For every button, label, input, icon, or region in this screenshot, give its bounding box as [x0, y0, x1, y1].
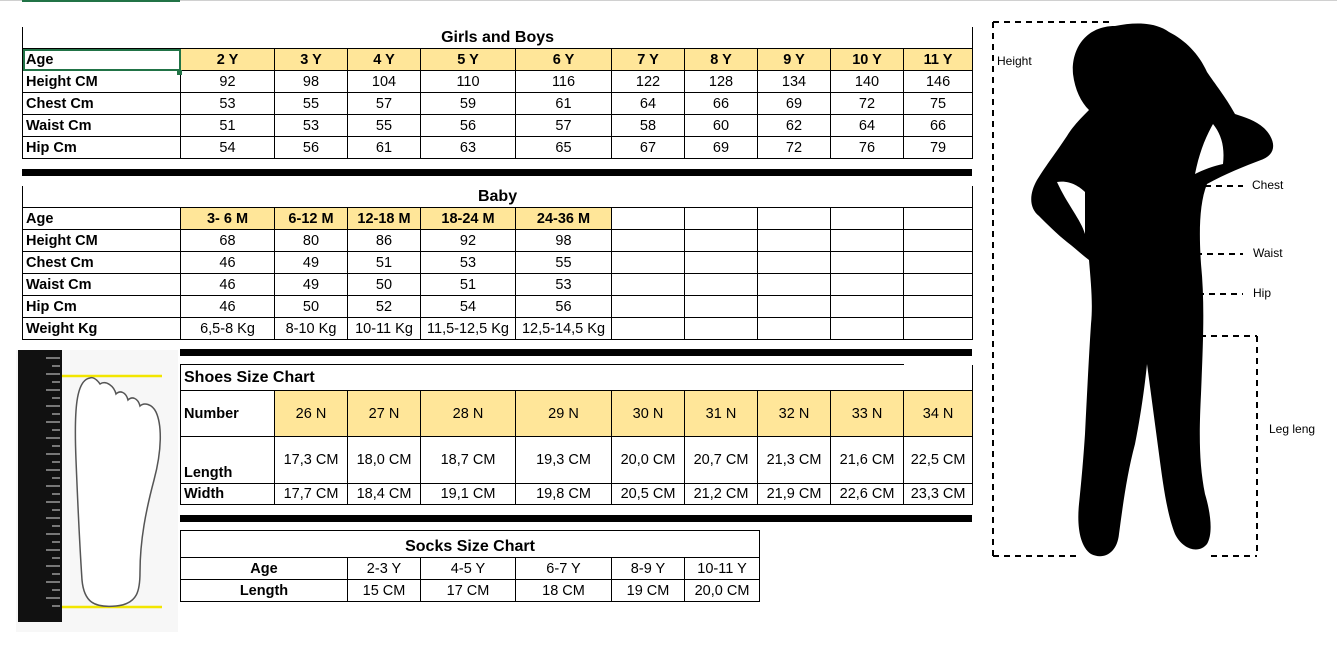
- kids-age-header-cell[interactable]: 6 Y: [516, 49, 612, 71]
- baby-value-cell[interactable]: 68: [181, 230, 275, 252]
- baby-value-cell[interactable]: 50: [348, 274, 421, 296]
- shoe-width-cell[interactable]: 19,1 CM: [421, 484, 516, 505]
- empty-cell[interactable]: [904, 208, 973, 230]
- shoe-width-cell[interactable]: 23,3 CM: [904, 484, 973, 505]
- baby-value-cell[interactable]: 50: [275, 296, 348, 318]
- kids-value-cell[interactable]: 66: [685, 93, 758, 115]
- kids-value-cell[interactable]: 65: [516, 137, 612, 159]
- sock-age-cell[interactable]: 8-9 Y: [612, 558, 685, 580]
- kids-value-cell[interactable]: 56: [275, 137, 348, 159]
- baby-age-header-cell[interactable]: 6-12 M: [275, 208, 348, 230]
- kids-age-header-cell[interactable]: 10 Y: [831, 49, 904, 71]
- shoe-width-cell[interactable]: 19,8 CM: [516, 484, 612, 505]
- baby-measurement-row: [23, 296, 973, 318]
- empty-cell[interactable]: [758, 252, 831, 274]
- sock-length-cell[interactable]: 15 CM: [348, 580, 421, 602]
- sock-length-cell[interactable]: 19 CM: [612, 580, 685, 602]
- baby-value-cell[interactable]: 51: [421, 274, 516, 296]
- empty-cell[interactable]: [758, 274, 831, 296]
- baby-value-cell[interactable]: 55: [516, 252, 612, 274]
- shoes-width-label[interactable]: Width: [181, 484, 275, 505]
- kids-value-cell[interactable]: 55: [348, 115, 421, 137]
- kids-value-cell[interactable]: 51: [181, 115, 275, 137]
- kids-value-cell[interactable]: 72: [758, 137, 831, 159]
- column-selection-indicator: [22, 0, 180, 2]
- child-silhouette: [1031, 24, 1273, 557]
- kids-value-cell[interactable]: 58: [612, 115, 685, 137]
- shoes-width-row: [181, 484, 973, 505]
- kids-value-cell[interactable]: 110: [421, 71, 516, 93]
- socks-table-title: Socks Size Chart: [181, 531, 760, 558]
- baby-value-cell[interactable]: 56: [516, 296, 612, 318]
- shoe-width-cell[interactable]: 21,2 CM: [685, 484, 758, 505]
- shoe-size-cell[interactable]: 33 N: [831, 391, 904, 437]
- empty-cell[interactable]: [612, 296, 685, 318]
- kids-measurement-row: [23, 71, 973, 93]
- empty-cell[interactable]: [612, 252, 685, 274]
- kids-value-cell[interactable]: 53: [275, 115, 348, 137]
- socks-size-table: [180, 530, 760, 602]
- sock-length-cell[interactable]: 18 CM: [516, 580, 612, 602]
- kids-age-header-cell[interactable]: 11 Y: [904, 49, 973, 71]
- baby-age-header-cell[interactable]: 18-24 M: [421, 208, 516, 230]
- baby-row-label[interactable]: Hip Cm: [23, 296, 181, 318]
- baby-value-cell[interactable]: 46: [181, 296, 275, 318]
- socks-age-label[interactable]: Age: [181, 558, 348, 580]
- kids-value-cell[interactable]: 128: [685, 71, 758, 93]
- kids-value-cell[interactable]: 76: [831, 137, 904, 159]
- baby-row-label[interactable]: Waist Cm: [23, 274, 181, 296]
- baby-value-cell[interactable]: 6,5-8 Kg: [181, 318, 275, 340]
- kids-age-label-cell[interactable]: Age: [23, 49, 181, 71]
- sock-length-cell[interactable]: 17 CM: [421, 580, 516, 602]
- empty-cell[interactable]: [904, 296, 973, 318]
- baby-value-cell[interactable]: 80: [275, 230, 348, 252]
- shoe-size-cell[interactable]: 29 N: [516, 391, 612, 437]
- baby-table-title: Baby: [23, 186, 973, 208]
- kids-value-cell[interactable]: 63: [421, 137, 516, 159]
- kids-value-cell[interactable]: 57: [348, 93, 421, 115]
- shoe-length-cell[interactable]: 18,7 CM: [421, 437, 516, 484]
- baby-age-label-cell[interactable]: Age: [23, 208, 181, 230]
- baby-value-cell[interactable]: 86: [348, 230, 421, 252]
- socks-length-row: [181, 580, 760, 602]
- empty-cell[interactable]: [612, 274, 685, 296]
- kids-value-cell[interactable]: 146: [904, 71, 973, 93]
- empty-cell[interactable]: [831, 274, 904, 296]
- kids-measurement-rows: [23, 71, 973, 159]
- kids-value-cell[interactable]: 67: [612, 137, 685, 159]
- baby-value-cell[interactable]: 46: [181, 274, 275, 296]
- kids-value-cell[interactable]: 54: [181, 137, 275, 159]
- shoe-size-cell[interactable]: 31 N: [685, 391, 758, 437]
- baby-age-header-cell[interactable]: 24-36 M: [516, 208, 612, 230]
- kids-value-cell[interactable]: 64: [831, 115, 904, 137]
- baby-measurement-row: [23, 252, 973, 274]
- kids-value-cell[interactable]: 122: [612, 71, 685, 93]
- shoe-size-cell[interactable]: 30 N: [612, 391, 685, 437]
- chest-label: Chest: [1252, 178, 1284, 192]
- kids-age-header-cell[interactable]: 9 Y: [758, 49, 831, 71]
- kids-value-cell[interactable]: 140: [831, 71, 904, 93]
- kids-value-cell[interactable]: 59: [421, 93, 516, 115]
- baby-value-cell[interactable]: 8-10 Kg: [275, 318, 348, 340]
- shoes-length-label[interactable]: Length: [181, 437, 275, 484]
- shoes-number-row: [181, 391, 973, 437]
- baby-measurement-rows: [23, 230, 973, 340]
- sock-age-cell[interactable]: 4-5 Y: [421, 558, 516, 580]
- shoe-length-cell[interactable]: 20,7 CM: [685, 437, 758, 484]
- socks-age-row: [181, 558, 760, 580]
- empty-cell[interactable]: [831, 296, 904, 318]
- shoe-length-cell[interactable]: 22,5 CM: [904, 437, 973, 484]
- sheet-top-border: [0, 0, 1337, 1]
- section-divider: [180, 515, 972, 522]
- shoe-length-cell[interactable]: 19,3 CM: [516, 437, 612, 484]
- sock-age-cell[interactable]: 2-3 Y: [348, 558, 421, 580]
- kids-value-cell[interactable]: 61: [348, 137, 421, 159]
- section-divider: [180, 349, 972, 356]
- empty-cell[interactable]: [904, 252, 973, 274]
- section-divider: [22, 169, 972, 176]
- kids-value-cell[interactable]: 69: [685, 137, 758, 159]
- leg-length-label: Leg leng: [1269, 422, 1316, 436]
- empty-cell[interactable]: [904, 318, 973, 340]
- empty-cell[interactable]: [685, 318, 758, 340]
- baby-value-cell[interactable]: 12,5-14,5 Kg: [516, 318, 612, 340]
- empty-cell[interactable]: [831, 252, 904, 274]
- shoe-size-cell[interactable]: 27 N: [348, 391, 421, 437]
- kids-value-cell[interactable]: 116: [516, 71, 612, 93]
- shoe-size-cell[interactable]: 28 N: [421, 391, 516, 437]
- empty-cell[interactable]: [904, 274, 973, 296]
- shoe-width-cell[interactable]: 20,5 CM: [612, 484, 685, 505]
- baby-value-cell[interactable]: 46: [181, 252, 275, 274]
- shoe-width-cell[interactable]: 18,4 CM: [348, 484, 421, 505]
- empty-cell[interactable]: [685, 230, 758, 252]
- shoe-width-cell[interactable]: 17,7 CM: [275, 484, 348, 505]
- baby-row-label[interactable]: Chest Cm: [23, 252, 181, 274]
- baby-value-cell[interactable]: 54: [421, 296, 516, 318]
- empty-cell[interactable]: [904, 230, 973, 252]
- cell-fill-handle[interactable]: [177, 70, 182, 75]
- waist-label: Waist: [1253, 246, 1283, 260]
- kids-age-header-cell[interactable]: 7 Y: [612, 49, 685, 71]
- shoe-length-cell[interactable]: 20,0 CM: [612, 437, 685, 484]
- baby-value-cell[interactable]: 11,5-12,5 Kg: [421, 318, 516, 340]
- socks-length-label[interactable]: Length: [181, 580, 348, 602]
- baby-size-table: [22, 186, 973, 340]
- kids-value-cell[interactable]: 75: [904, 93, 973, 115]
- empty-cell[interactable]: [758, 208, 831, 230]
- hip-label: Hip: [1253, 286, 1272, 300]
- shoes-table-title: Shoes Size Chart: [181, 365, 904, 391]
- height-label: Height: [997, 54, 1032, 68]
- kids-value-cell[interactable]: 56: [421, 115, 516, 137]
- shoe-length-cell[interactable]: 18,0 CM: [348, 437, 421, 484]
- baby-row-label[interactable]: Height CM: [23, 230, 181, 252]
- kids-value-cell[interactable]: 64: [612, 93, 685, 115]
- kids-value-cell[interactable]: 92: [181, 71, 275, 93]
- empty-cell[interactable]: [758, 296, 831, 318]
- shoe-length-cell[interactable]: 17,3 CM: [275, 437, 348, 484]
- empty-cell[interactable]: [831, 208, 904, 230]
- kids-size-table: [22, 27, 973, 159]
- empty-cell[interactable]: [758, 230, 831, 252]
- shoes-number-label[interactable]: Number: [181, 391, 275, 437]
- baby-value-cell[interactable]: 92: [421, 230, 516, 252]
- kids-value-cell[interactable]: 134: [758, 71, 831, 93]
- shoe-size-cell[interactable]: 34 N: [904, 391, 973, 437]
- kids-age-header-cell[interactable]: 3 Y: [275, 49, 348, 71]
- baby-row-label[interactable]: Weight Kg: [23, 318, 181, 340]
- shoe-width-cell[interactable]: 22,6 CM: [831, 484, 904, 505]
- baby-age-header-cell[interactable]: 3- 6 M: [181, 208, 275, 230]
- baby-value-cell[interactable]: 98: [516, 230, 612, 252]
- kids-value-cell[interactable]: 60: [685, 115, 758, 137]
- kids-measurement-row: [23, 137, 973, 159]
- sock-age-cell[interactable]: 10-11 Y: [685, 558, 760, 580]
- baby-value-cell[interactable]: 49: [275, 274, 348, 296]
- kids-measurement-row: [23, 93, 973, 115]
- kids-age-header-row: [23, 49, 973, 71]
- kids-age-header-cell[interactable]: 8 Y: [685, 49, 758, 71]
- kids-value-cell[interactable]: 61: [516, 93, 612, 115]
- kids-age-header-cell[interactable]: 4 Y: [348, 49, 421, 71]
- empty-cell[interactable]: [612, 318, 685, 340]
- shoe-length-cell[interactable]: 21,3 CM: [758, 437, 831, 484]
- empty-cell[interactable]: [685, 274, 758, 296]
- kids-age-header-cell[interactable]: 5 Y: [421, 49, 516, 71]
- foot-measurement-illustration: [16, 350, 178, 632]
- kids-value-cell[interactable]: 72: [831, 93, 904, 115]
- kids-age-header-cell[interactable]: 2 Y: [181, 49, 275, 71]
- sock-age-cell[interactable]: 6-7 Y: [516, 558, 612, 580]
- kids-row-label[interactable]: Hip Cm: [23, 137, 181, 159]
- shoe-size-cell[interactable]: 32 N: [758, 391, 831, 437]
- shoes-size-table: [180, 364, 973, 505]
- kids-value-cell[interactable]: 62: [758, 115, 831, 137]
- baby-value-cell[interactable]: 10-11 Kg: [348, 318, 421, 340]
- baby-measurement-row: [23, 274, 973, 296]
- empty-cell[interactable]: [612, 230, 685, 252]
- kids-value-cell[interactable]: 53: [181, 93, 275, 115]
- shoe-size-cell[interactable]: 26 N: [275, 391, 348, 437]
- child-measurement-figure: [985, 14, 1285, 564]
- baby-value-cell[interactable]: 51: [348, 252, 421, 274]
- sock-length-cell[interactable]: 20,0 CM: [685, 580, 760, 602]
- baby-value-cell[interactable]: 49: [275, 252, 348, 274]
- empty-cell[interactable]: [904, 365, 973, 391]
- empty-cell[interactable]: [685, 208, 758, 230]
- empty-cell[interactable]: [831, 318, 904, 340]
- kids-row-label[interactable]: Height CM: [23, 71, 181, 93]
- kids-value-cell[interactable]: 57: [516, 115, 612, 137]
- shoes-length-row: [181, 437, 973, 484]
- kids-row-label[interactable]: Waist Cm: [23, 115, 181, 137]
- baby-measurement-row: [23, 230, 973, 252]
- kids-value-cell[interactable]: 104: [348, 71, 421, 93]
- baby-value-cell[interactable]: 53: [516, 274, 612, 296]
- baby-value-cell[interactable]: 52: [348, 296, 421, 318]
- baby-measurement-row: [23, 318, 973, 340]
- baby-age-header-cell[interactable]: 12-18 M: [348, 208, 421, 230]
- kids-row-label[interactable]: Chest Cm: [23, 93, 181, 115]
- empty-cell[interactable]: [831, 230, 904, 252]
- kids-value-cell[interactable]: 98: [275, 71, 348, 93]
- empty-cell[interactable]: [612, 208, 685, 230]
- empty-cell[interactable]: [758, 318, 831, 340]
- kids-value-cell[interactable]: 66: [904, 115, 973, 137]
- kids-table-title: Girls and Boys: [23, 27, 973, 49]
- shoe-width-cell[interactable]: 21,9 CM: [758, 484, 831, 505]
- kids-measurement-row: [23, 115, 973, 137]
- empty-cell[interactable]: [685, 252, 758, 274]
- kids-value-cell[interactable]: 69: [758, 93, 831, 115]
- baby-value-cell[interactable]: 53: [421, 252, 516, 274]
- baby-age-header-row: [23, 208, 973, 230]
- empty-cell[interactable]: [685, 296, 758, 318]
- kids-value-cell[interactable]: 79: [904, 137, 973, 159]
- kids-value-cell[interactable]: 55: [275, 93, 348, 115]
- shoe-length-cell[interactable]: 21,6 CM: [831, 437, 904, 484]
